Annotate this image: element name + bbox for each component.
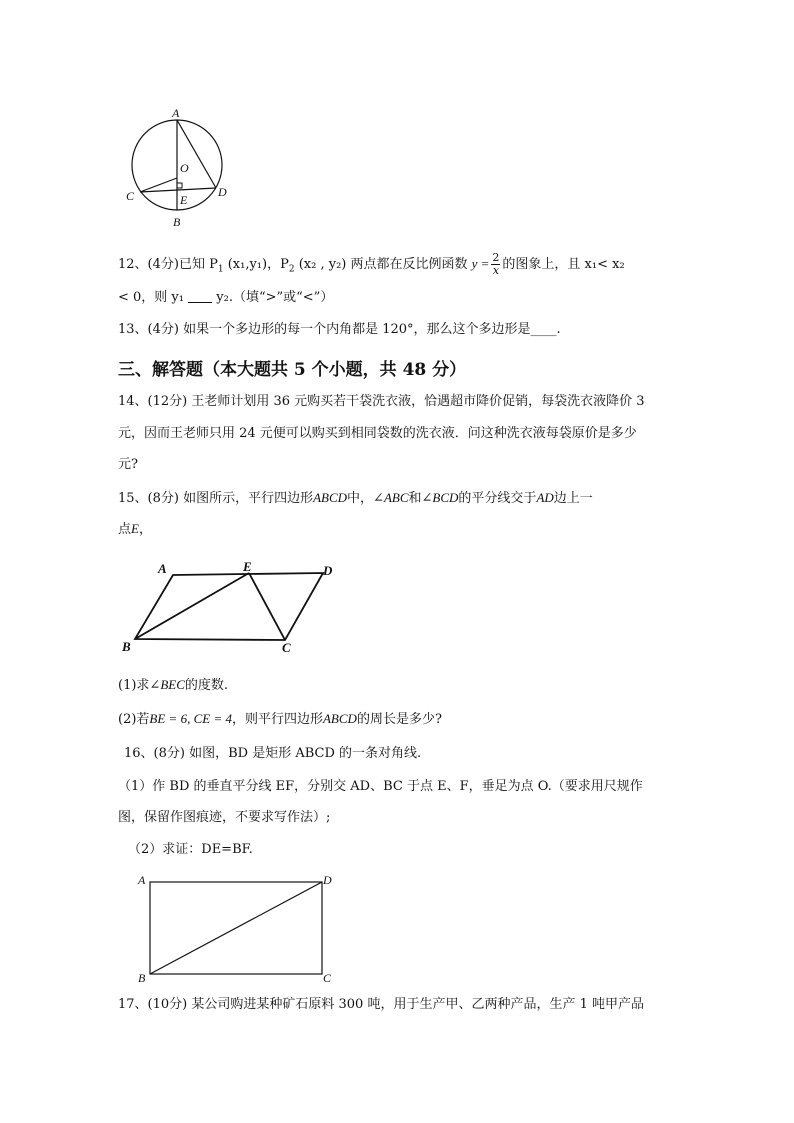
label-D: D [218,185,227,199]
label-O: O [180,161,189,175]
label-D: D [323,563,333,578]
section-heading: 三、解答题（本大题共 5 个小题，共 48 分） [118,360,467,380]
function-lhs: y = [471,256,490,271]
label-B: B [122,639,131,654]
label-A: A [158,561,167,576]
label-E: E [243,559,252,574]
label-C: C [323,971,332,985]
label-A: A [172,106,180,120]
q12-line2: < 0，则 y₁ y₂.（填“>”或“<”） [118,290,334,305]
q16-line2: （1）作 BD 的垂直平分线 EF，分别交 AD、BC 于点 E、F，垂足为点 O.（要求用尺规作 [118,779,643,794]
q13: 13、(4分) 如果一个多边形的每一个内角都是 120°，那么这个多边形是____. [118,322,561,337]
q16-line4: （2）求证：DE=BF. [128,842,253,857]
label-B: B [173,215,181,229]
q14-line2: 元，因而王老师只用 24 元便可以购买到相同袋数的洗衣液．问这种洗衣液每袋原价是多少 [118,426,637,441]
label-C: C [126,189,135,203]
rectangle-figure [130,870,340,990]
label-E: E [180,193,188,207]
parallelogram-figure [118,558,348,658]
label-C: C [282,640,291,655]
q17-line1: 17、(10分) 某公司购进某种矿石原料 300 吨，用于生产甲、乙两种产品，生产 1 吨甲产品 [118,997,644,1012]
q15-sub1: (1)求∠BEC的度数. [118,677,229,693]
q15-line2: 点E， [118,521,152,537]
label-B: B [138,971,146,985]
q15-sub2: (2)若BE = 6, CE = 4，则平行四边形ABCD的周长是多少? [118,711,442,727]
q15-line1: 15、(8分) 如图所示，平行四边形ABCD中，∠ABC和∠BCD的平分线交于AD边上一 [118,490,593,506]
label-D: D [323,873,332,887]
fraction-2-over-x: $\frac{2}{x}$ [492,251,500,277]
q14-line1: 14、(12分) 王老师计划用 36 元购买若干袋洗衣液，恰遇超市降价促销，每袋洗衣液降价 3 [118,394,645,409]
q16-line1: 16、(8分) 如图，BD 是矩形 ABCD 的一条对角线. [124,746,422,761]
label-A: A [138,873,146,887]
answer-blank [188,290,212,303]
circle-figure [118,104,238,234]
q14-line3: 元? [118,457,138,472]
q12-line1: 12、(4分)已知 $P_1$ (x₁,y₁)，$P_2$ (x₂ , y₂) 两点都在反比例函数 y = $\frac{2}{x}$ 的图象上，且 x₁< x₂ [118,251,625,277]
q16-line3: 图，保留作图痕迹，不要求写作法）; [118,810,331,825]
